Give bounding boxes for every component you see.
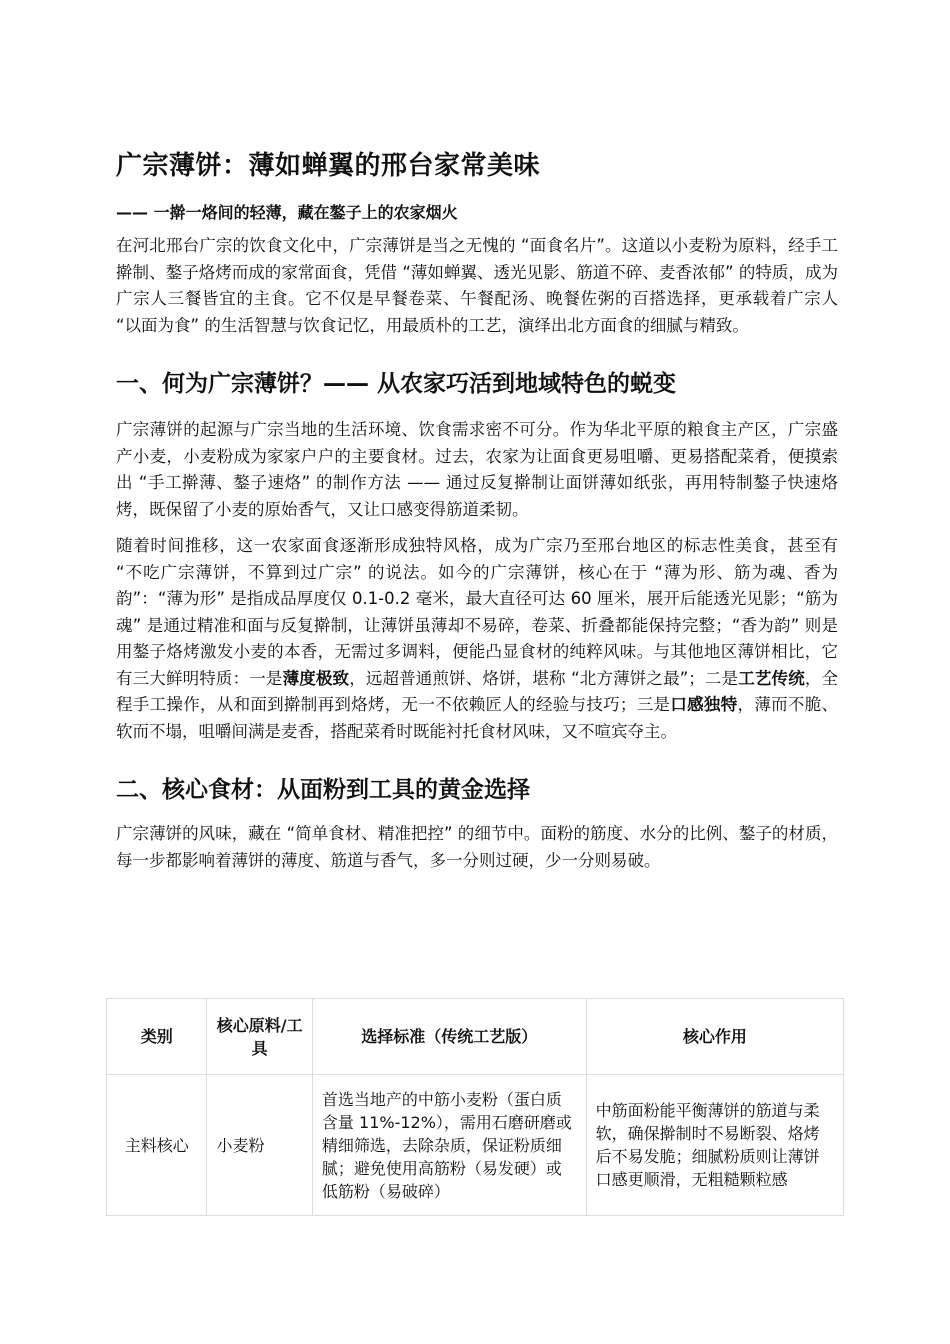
cell-standard: 首选当地产的中筋小麦粉（蛋白质含量 11%-12%），需用石磨研磨或精细筛选，去除杂质，保证粉质细腻；避免使用高筋粉（易发硬）或低筋粉（易破碎） — [312, 1075, 586, 1216]
document-body — [116, 148, 838, 874]
ingredients-table — [106, 998, 844, 1216]
cell-material: 小麦粉 — [207, 1075, 312, 1216]
document-subtitle: —— 一擀一烙间的轻薄，藏在鏊子上的农家烟火 — [116, 203, 458, 222]
section1-paragraph-1: 广宗薄饼的起源与广宗当地的生活环境、饮食需求密不可分。作为华北平原的粮食主产区，广宗盛产小麦，小麦粉成为家家户户的主要食材。过去，农家为让面食更易咀嚼、更易搭配菜肴，便摸索出 “手工擀薄、鏊子速烙” 的制作方法 —— 通过反复擀制让面饼薄如纸张，再用特制鏊子快速烙烤，既保留了小麦的原始香气，又让口感变得筋道柔韧。 — [116, 420, 838, 519]
table-row — [107, 1075, 844, 1216]
highlight-texture: 口感独特 — [670, 695, 738, 714]
header-material: 核心原料/工具 — [207, 999, 312, 1075]
paragraph-text: ，薄而不脆、软而不塌，咀嚼间满是麦香，搭配菜肴时既能衬托食材风味，又不喧宾夺主。 — [116, 695, 839, 741]
intro-paragraph: 在河北邢台广宗的饮食文化中，广宗薄饼是当之无愧的 “面食名片”。这道以小麦粉为原料，经手工擀制、鏊子烙烤而成的家常面食，凭借 “薄如蝉翼、透光见影、筋道不碎、麦香浓郁” 的特质，成为广宗人三餐皆宜的主食。它不仅是早餐卷菜、午餐配汤、晚餐佐粥的百搭选择，更承载着广宗人 “以面为食” 的生活智慧与饮食记忆，用最质朴的工艺，演绎出北方面食的细腻与精致。 — [116, 236, 838, 335]
header-category: 类别 — [107, 999, 207, 1075]
section1-paragraph-2 — [116, 533, 838, 745]
header-role: 核心作用 — [586, 999, 843, 1075]
header-standard: 选择标准（传统工艺版） — [312, 999, 586, 1075]
section2-heading: 二、核心食材：从面粉到工具的黄金选择 — [116, 777, 530, 803]
document-title: 广宗薄饼：薄如蝉翼的邢台家常美味 — [116, 151, 541, 181]
highlight-craft: 工艺传统 — [738, 668, 805, 688]
highlight-thinness: 薄度极致 — [282, 668, 350, 688]
cell-role: 中筋面粉能平衡薄饼的筋道与柔软，确保擀制时不易断裂、烙烤后不易发脆；细腻粉质则让薄饼口感更顺滑，无粗糙颗粒感 — [586, 1075, 843, 1216]
cell-category: 主料核心 — [107, 1075, 207, 1216]
section1-heading: 一、何为广宗薄饼？—— 从农家巧活到地域特色的蜕变 — [116, 371, 677, 397]
paragraph-text: ，远超普通煎饼、烙饼，堪称 “北方薄饼之最”；二是 — [349, 668, 739, 688]
paragraph-text: ，全程手工操作，从和面到擀制再到烙烤，无一不依赖匠人的经验与技巧；三是 — [116, 668, 839, 714]
section2-paragraph-1: 广宗薄饼的风味，藏在 “简单食材、精准把控” 的细节中。面粉的筋度、水分的比例、鏊子的材质，每一步都影响着薄饼的薄度、筋道与香气，多一分则过硬，少一分则易破。 — [116, 824, 838, 870]
paragraph-text: 随着时间推移，这一农家面食逐渐形成独特风格，成为广宗乃至邢台地区的标志性美食，甚至有 “不吃广宗薄饼，不算到过广宗” 的说法。如今的广宗薄饼，核心在于 “薄为形、筋为魂、香为韵”：“薄为形” 是指成品厚度仅 0.1-0.2 毫米，最大直径可达 60 厘米，展开后能透光见影；“筋为魂” 是通过精准和面与反复擀制，让薄饼虽薄却不易碎，卷菜、折叠都能保持完整；“香为韵” 则是用鏊子烙烤激发小麦的本香，无需过多调料，便能凸显食材的纯粹风味。与其他地区薄饼相比，它有三大鲜明特质：一是 — [116, 536, 838, 688]
table-header-row — [107, 999, 844, 1075]
